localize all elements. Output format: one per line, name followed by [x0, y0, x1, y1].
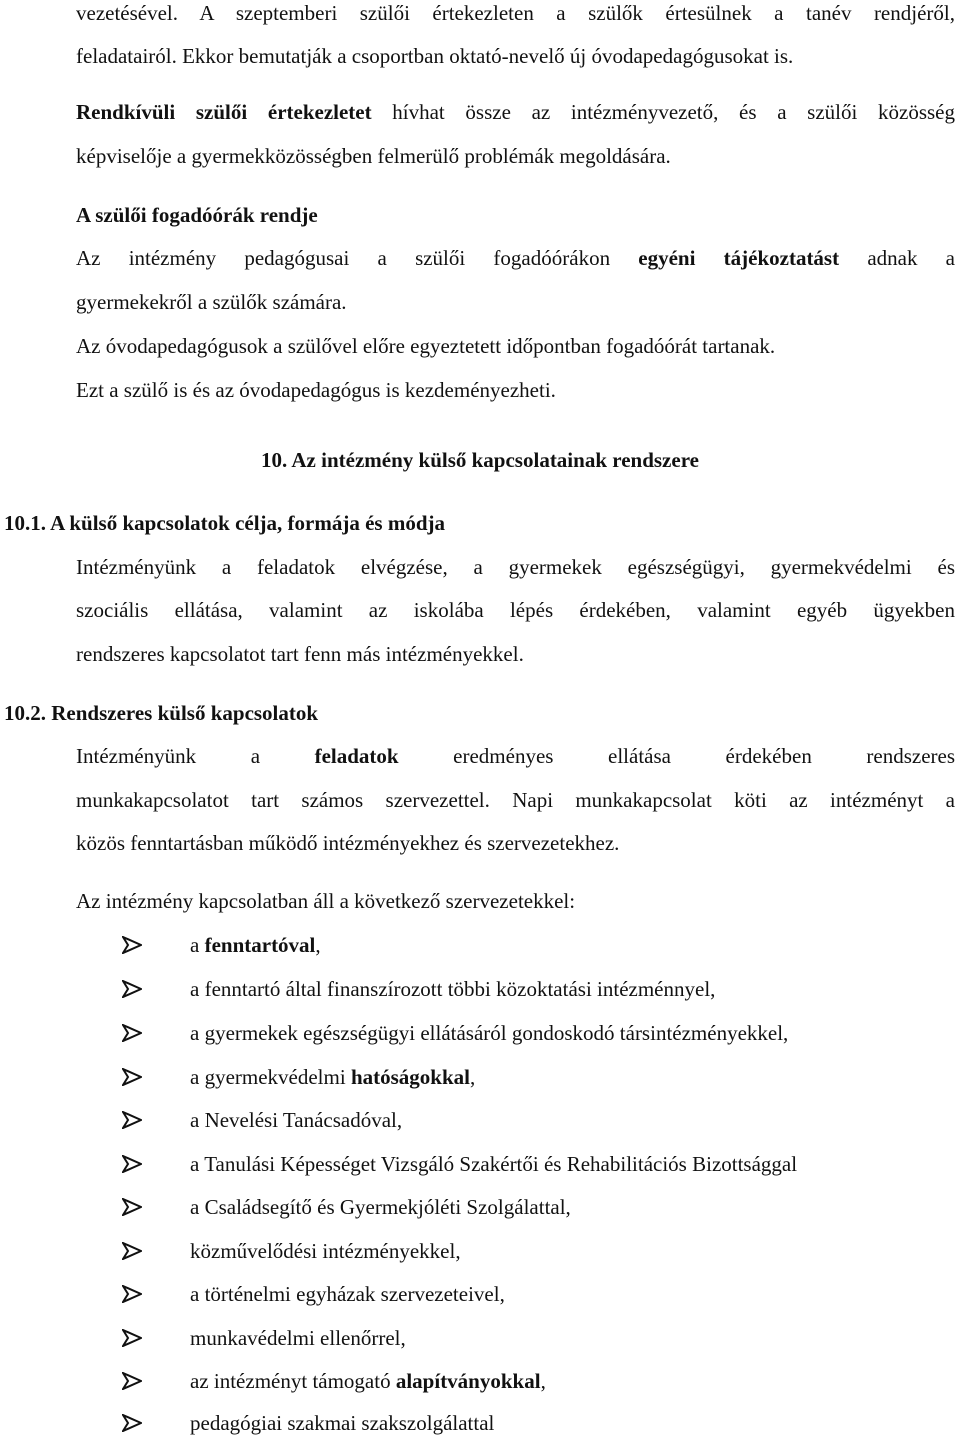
paragraph-line [76, 743, 955, 769]
arrow-bullet-icon [122, 1242, 142, 1260]
text-span: Az intézmény pedagógusai a szülői fogadóórákon [76, 246, 639, 270]
list-item-text [190, 1410, 494, 1436]
text-span: munkavédelmi ellenőrrel, [190, 1326, 406, 1350]
bold-phrase: fenntartóval [204, 933, 316, 957]
text-span: a Családsegítő és Gyermekjóléti Szolgálattal, [190, 1195, 571, 1219]
text-span: közművelődési intézményekkel, [190, 1239, 461, 1263]
text-span: hívhat össze az intézményvezető, és a szülői közösség [371, 100, 955, 124]
list-item-text [190, 1194, 571, 1220]
text-span: , [315, 933, 321, 957]
text-span: pedagógiai szakmai szakszolgálattal [190, 1411, 495, 1435]
arrow-bullet-icon [122, 980, 142, 998]
subsection-heading: 10.1. A külső kapcsolatok célja, formája és módja [4, 511, 445, 535]
paragraph-line [76, 245, 955, 271]
text-span: adnak a [839, 246, 955, 270]
paragraph-line: Ezt a szülő is és az óvodapedagógus is kezdeményezheti. [76, 378, 556, 402]
arrow-bullet-icon [122, 1372, 142, 1390]
section-subheading: A szülői fogadóórák rendje [76, 203, 318, 227]
paragraph-line [76, 99, 955, 125]
paragraph-line: szociális ellátása, valamint az iskolába lépés érdekében, valamint egyéb ügyekben [76, 598, 955, 622]
paragraph-line: gyermekekről a szülők számára. [76, 290, 347, 314]
arrow-bullet-icon [122, 1329, 142, 1347]
list-item-text [190, 1325, 406, 1351]
list-item-text [190, 1281, 505, 1307]
paragraph-line: feladatairól. Ekkor bemutatják a csoportban oktató-nevelő új óvodapedagógusokat is. [76, 44, 794, 68]
paragraph-line: Intézményünk a feladatok elvégzése, a gyermekek egészségügyi, gyermekvédelmi és [76, 555, 955, 579]
paragraph-line: Az óvodapedagógusok a szülővel előre egyeztetett időpontban fogadóórát tartanak. [76, 334, 776, 358]
text-span: eredményes ellátása érdekében rendszeres [398, 744, 955, 768]
text-span: a gyermekek egészségügyi ellátásáról gondoskodó társintézményekkel, [190, 1021, 789, 1045]
arrow-bullet-icon [122, 1285, 142, 1303]
arrow-bullet-icon [122, 1155, 142, 1173]
list-intro: Az intézmény kapcsolatban áll a következő szervezetekkel: [76, 889, 576, 913]
text-span: a [190, 933, 205, 957]
paragraph-line: közös fenntartásban működő intézményekhez és szervezetekhez. [76, 831, 620, 855]
paragraph-line: vezetésével. A szeptemberi szülői értekezleten a szülők értesülnek a tanév rendjéről, [76, 1, 955, 25]
arrow-bullet-icon [122, 936, 142, 954]
bold-phrase: feladatok [314, 744, 399, 768]
paragraph-line: rendszeres kapcsolatot tart fenn más intézményekkel. [76, 642, 524, 666]
text-span: az intézményt támogató [190, 1369, 396, 1393]
list-item-text [190, 1064, 475, 1090]
list-item-text [190, 1151, 797, 1177]
list-item-text [190, 1107, 402, 1133]
arrow-bullet-icon [122, 1068, 142, 1086]
paragraph-line: munkakapcsolatot tart számos szervezettel. Napi munkakapcsolat köti az intézményt a [76, 788, 955, 812]
arrow-bullet-icon [122, 1414, 142, 1432]
list-item-text [190, 1020, 788, 1046]
text-span: a gyermekvédelmi [190, 1065, 351, 1089]
text-span: a fenntartó által finanszírozott többi közoktatási intézménnyel, [190, 977, 716, 1001]
text-span: a Nevelési Tanácsadóval, [190, 1108, 403, 1132]
arrow-bullet-icon [122, 1111, 142, 1129]
arrow-bullet-icon [122, 1024, 142, 1042]
bold-phrase: Rendkívüli szülői értekezletet [76, 100, 372, 124]
bold-phrase: egyéni tájékoztatást [638, 246, 840, 270]
bold-phrase: hatóságokkal [350, 1065, 470, 1089]
text-span: a Tanulási Képességet Vizsgáló Szakértői és Rehabilitációs Bizottsággal [190, 1152, 798, 1176]
bold-phrase: alapítványokkal [395, 1369, 541, 1393]
list-item-text [190, 932, 321, 958]
text-span: a történelmi egyházak szervezeteivel, [190, 1282, 505, 1306]
list-item-text [190, 1368, 546, 1394]
list-item-text [190, 976, 715, 1002]
section-heading: 10. Az intézmény külső kapcsolatainak rendszere [261, 448, 699, 472]
text-span: , [540, 1369, 546, 1393]
arrow-bullet-icon [122, 1198, 142, 1216]
text-span: , [469, 1065, 476, 1089]
text-span: Intézményünk a [76, 744, 315, 768]
paragraph-line: képviselője a gyermekközösségben felmerülő problémák megoldására. [76, 144, 671, 168]
subsection-heading: 10.2. Rendszeres külső kapcsolatok [4, 701, 319, 725]
list-item-text [190, 1238, 461, 1264]
